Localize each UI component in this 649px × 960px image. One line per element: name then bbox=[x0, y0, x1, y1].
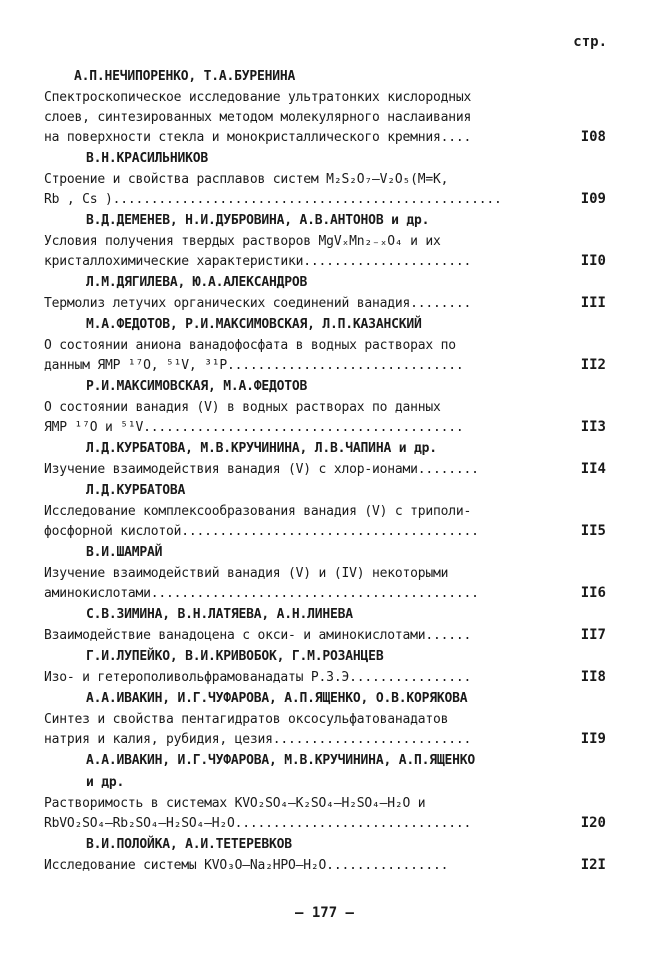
toc-entry bbox=[44, 376, 606, 438]
entry-title-line: Изучение взаимодействий ванадия (V) и (IV) некоторыми bbox=[44, 566, 449, 581]
entry-last-line bbox=[44, 190, 606, 210]
entry-title-line: Термолиз летучих органических соединений ванадия........ bbox=[44, 296, 472, 311]
toc-entry bbox=[44, 438, 606, 480]
entry-authors: Л.Д.КУРБАТОВА bbox=[86, 483, 186, 498]
entry-title-line: аминокислотами........................................... bbox=[44, 586, 479, 601]
entry-title-line: Строение и свойства расплавов систем M₂S₂O₇–V₂O₅(M=K, bbox=[44, 172, 449, 187]
entry-authors: А.А.ИВАКИН, И.Г.ЧУФАРОВА, А.П.ЯЩЕНКО, О.В.КОРЯКОВА bbox=[86, 691, 468, 706]
entry-last-line bbox=[44, 626, 606, 646]
entry-authors-continued: и др. bbox=[86, 775, 125, 790]
toc-entry bbox=[44, 210, 606, 272]
entry-authors: С.В.ЗИМИНА, В.Н.ЛАТЯЕВА, А.Н.ЛИНЕВА bbox=[86, 607, 353, 622]
entry-title-line: Взаимодействие ванадоцена с окси- и аминокислотами...... bbox=[44, 628, 472, 643]
entry-title-line: Синтез и свойства пентагидратов оксосульфатованадатов bbox=[44, 712, 449, 727]
entry-last-line bbox=[44, 814, 606, 834]
toc-entry bbox=[44, 66, 606, 148]
entry-title-line: Rb , Cs )................................................... bbox=[44, 192, 502, 207]
toc-entry bbox=[44, 604, 606, 646]
entry-authors: А.П.НЕЧИПОРЕНКО, Т.А.БУРЕНИНА bbox=[74, 69, 296, 84]
entry-title-line: Исследование системы KVO₃O–Na₂HPO–H₂O................ bbox=[44, 858, 449, 873]
entry-authors: В.И.ПОЛОЙКА, А.И.ТЕТЕРЕВКОВ bbox=[86, 837, 292, 852]
toc-entry bbox=[44, 646, 606, 688]
entry-page-number: III bbox=[580, 295, 606, 311]
entry-title-line: ЯМР ¹⁷O и ⁵¹V.......................................... bbox=[44, 420, 464, 435]
entry-last-line bbox=[44, 294, 606, 314]
entry-authors: Л.Д.КУРБАТОВА, М.В.КРУЧИНИНА, Л.В.ЧАПИНА и др. bbox=[86, 441, 437, 456]
entry-page-number: II0 bbox=[580, 253, 606, 269]
entry-last-line bbox=[44, 418, 606, 438]
entry-title-line: данным ЯМР ¹⁷O, ⁵¹V, ³¹P............................... bbox=[44, 358, 464, 373]
toc-entry bbox=[44, 750, 606, 834]
toc-entry bbox=[44, 272, 606, 314]
entry-title-line: на поверхности стекла и монокристаллического кремния.... bbox=[44, 130, 472, 145]
entry-last-line bbox=[44, 128, 606, 148]
entry-page-number: II2 bbox=[580, 357, 606, 373]
entry-title-line: слоев, синтезированных методом молекулярного наслаивания bbox=[44, 110, 472, 125]
entry-title-line: Условия получения твердых растворов MgVₓMn₂₋ₓO₄ и их bbox=[44, 234, 441, 249]
toc-entry bbox=[44, 480, 606, 542]
entry-page-number: II9 bbox=[580, 731, 606, 747]
toc-entry bbox=[44, 542, 606, 604]
toc-entry bbox=[44, 148, 606, 210]
entry-last-line bbox=[44, 856, 606, 876]
entry-last-line bbox=[44, 522, 606, 542]
entry-authors: Л.М.ДЯГИЛЕВА, Ю.А.АЛЕКСАНДРОВ bbox=[86, 275, 308, 290]
entry-page-number: II4 bbox=[580, 461, 606, 477]
entry-title-line: RbVO₂SO₄–Rb₂SO₄–H₂SO₄–H₂O............................... bbox=[44, 816, 472, 831]
entry-title-line: натрия и калия, рубидия, цезия.......................... bbox=[44, 732, 472, 747]
entry-title-line: О состоянии аниона ванадофосфата в водных растворах по bbox=[44, 338, 456, 353]
entry-title-line: Изучение взаимодействия ванадия (V) с хлор-ионами........ bbox=[44, 462, 479, 477]
entry-title-line: Растворимость в системах KVO₂SO₄–K₂SO₄–H₂SO₄–H₂O и bbox=[44, 796, 426, 811]
page-column-header: стр. bbox=[573, 34, 607, 50]
toc-entry bbox=[44, 688, 606, 750]
entry-page-number: II6 bbox=[580, 585, 606, 601]
entry-page-number: II3 bbox=[580, 419, 606, 435]
entry-page-number: II7 bbox=[580, 627, 606, 643]
entry-title-line: Спектроскопическое исследование ультратонких кислородных bbox=[44, 90, 472, 105]
entry-authors: В.Н.КРАСИЛЬНИКОВ bbox=[86, 151, 209, 166]
entry-authors: А.А.ИВАКИН, И.Г.ЧУФАРОВА, М.В.КРУЧИНИНА, А.П.ЯЩЕНКО bbox=[86, 753, 475, 768]
entry-last-line bbox=[44, 584, 606, 604]
entry-authors: В.Д.ДЕМЕНЕВ, Н.И.ДУБРОВИНА, А.В.АНТОНОВ и др. bbox=[86, 213, 430, 228]
entry-authors: Г.И.ЛУПЕЙКО, В.И.КРИВОБОК, Г.М.РОЗАНЦЕВ bbox=[86, 649, 384, 664]
entry-title-line: Изо- и гетерополивольфрамованадаты Р.З.Э................ bbox=[44, 670, 472, 685]
toc-entry bbox=[44, 314, 606, 376]
entry-page-number: I2I bbox=[580, 857, 606, 873]
entry-last-line bbox=[44, 730, 606, 750]
entry-last-line bbox=[44, 460, 606, 480]
entry-title-line: О состоянии ванадия (V) в водных растворах по данных bbox=[44, 400, 441, 415]
toc-entry bbox=[44, 834, 606, 876]
entry-page-number: I08 bbox=[580, 129, 606, 145]
entry-title-line: Исследование комплексообразования ванадия (V) с триполи- bbox=[44, 504, 472, 519]
page-footer-number: – 177 – bbox=[294, 905, 354, 921]
entry-authors: В.И.ШАМРАЙ bbox=[86, 545, 163, 560]
entry-last-line bbox=[44, 252, 606, 272]
entry-last-line bbox=[44, 668, 606, 688]
entry-title-line: фосфорной кислотой....................................... bbox=[44, 524, 479, 539]
entry-last-line bbox=[44, 356, 606, 376]
entry-page-number: II8 bbox=[580, 669, 606, 685]
table-of-contents bbox=[44, 66, 606, 876]
entry-page-number: I20 bbox=[580, 815, 606, 831]
entry-page-number: II5 bbox=[580, 523, 606, 539]
entry-title-line: кристаллохимические характеристики...................... bbox=[44, 254, 472, 269]
entry-authors: М.А.ФЕДОТОВ, Р.И.МАКСИМОВСКАЯ, Л.П.КАЗАНСКИЙ bbox=[86, 317, 422, 332]
entry-authors: Р.И.МАКСИМОВСКАЯ, М.А.ФЕДОТОВ bbox=[86, 379, 308, 394]
entry-page-number: I09 bbox=[580, 191, 606, 207]
